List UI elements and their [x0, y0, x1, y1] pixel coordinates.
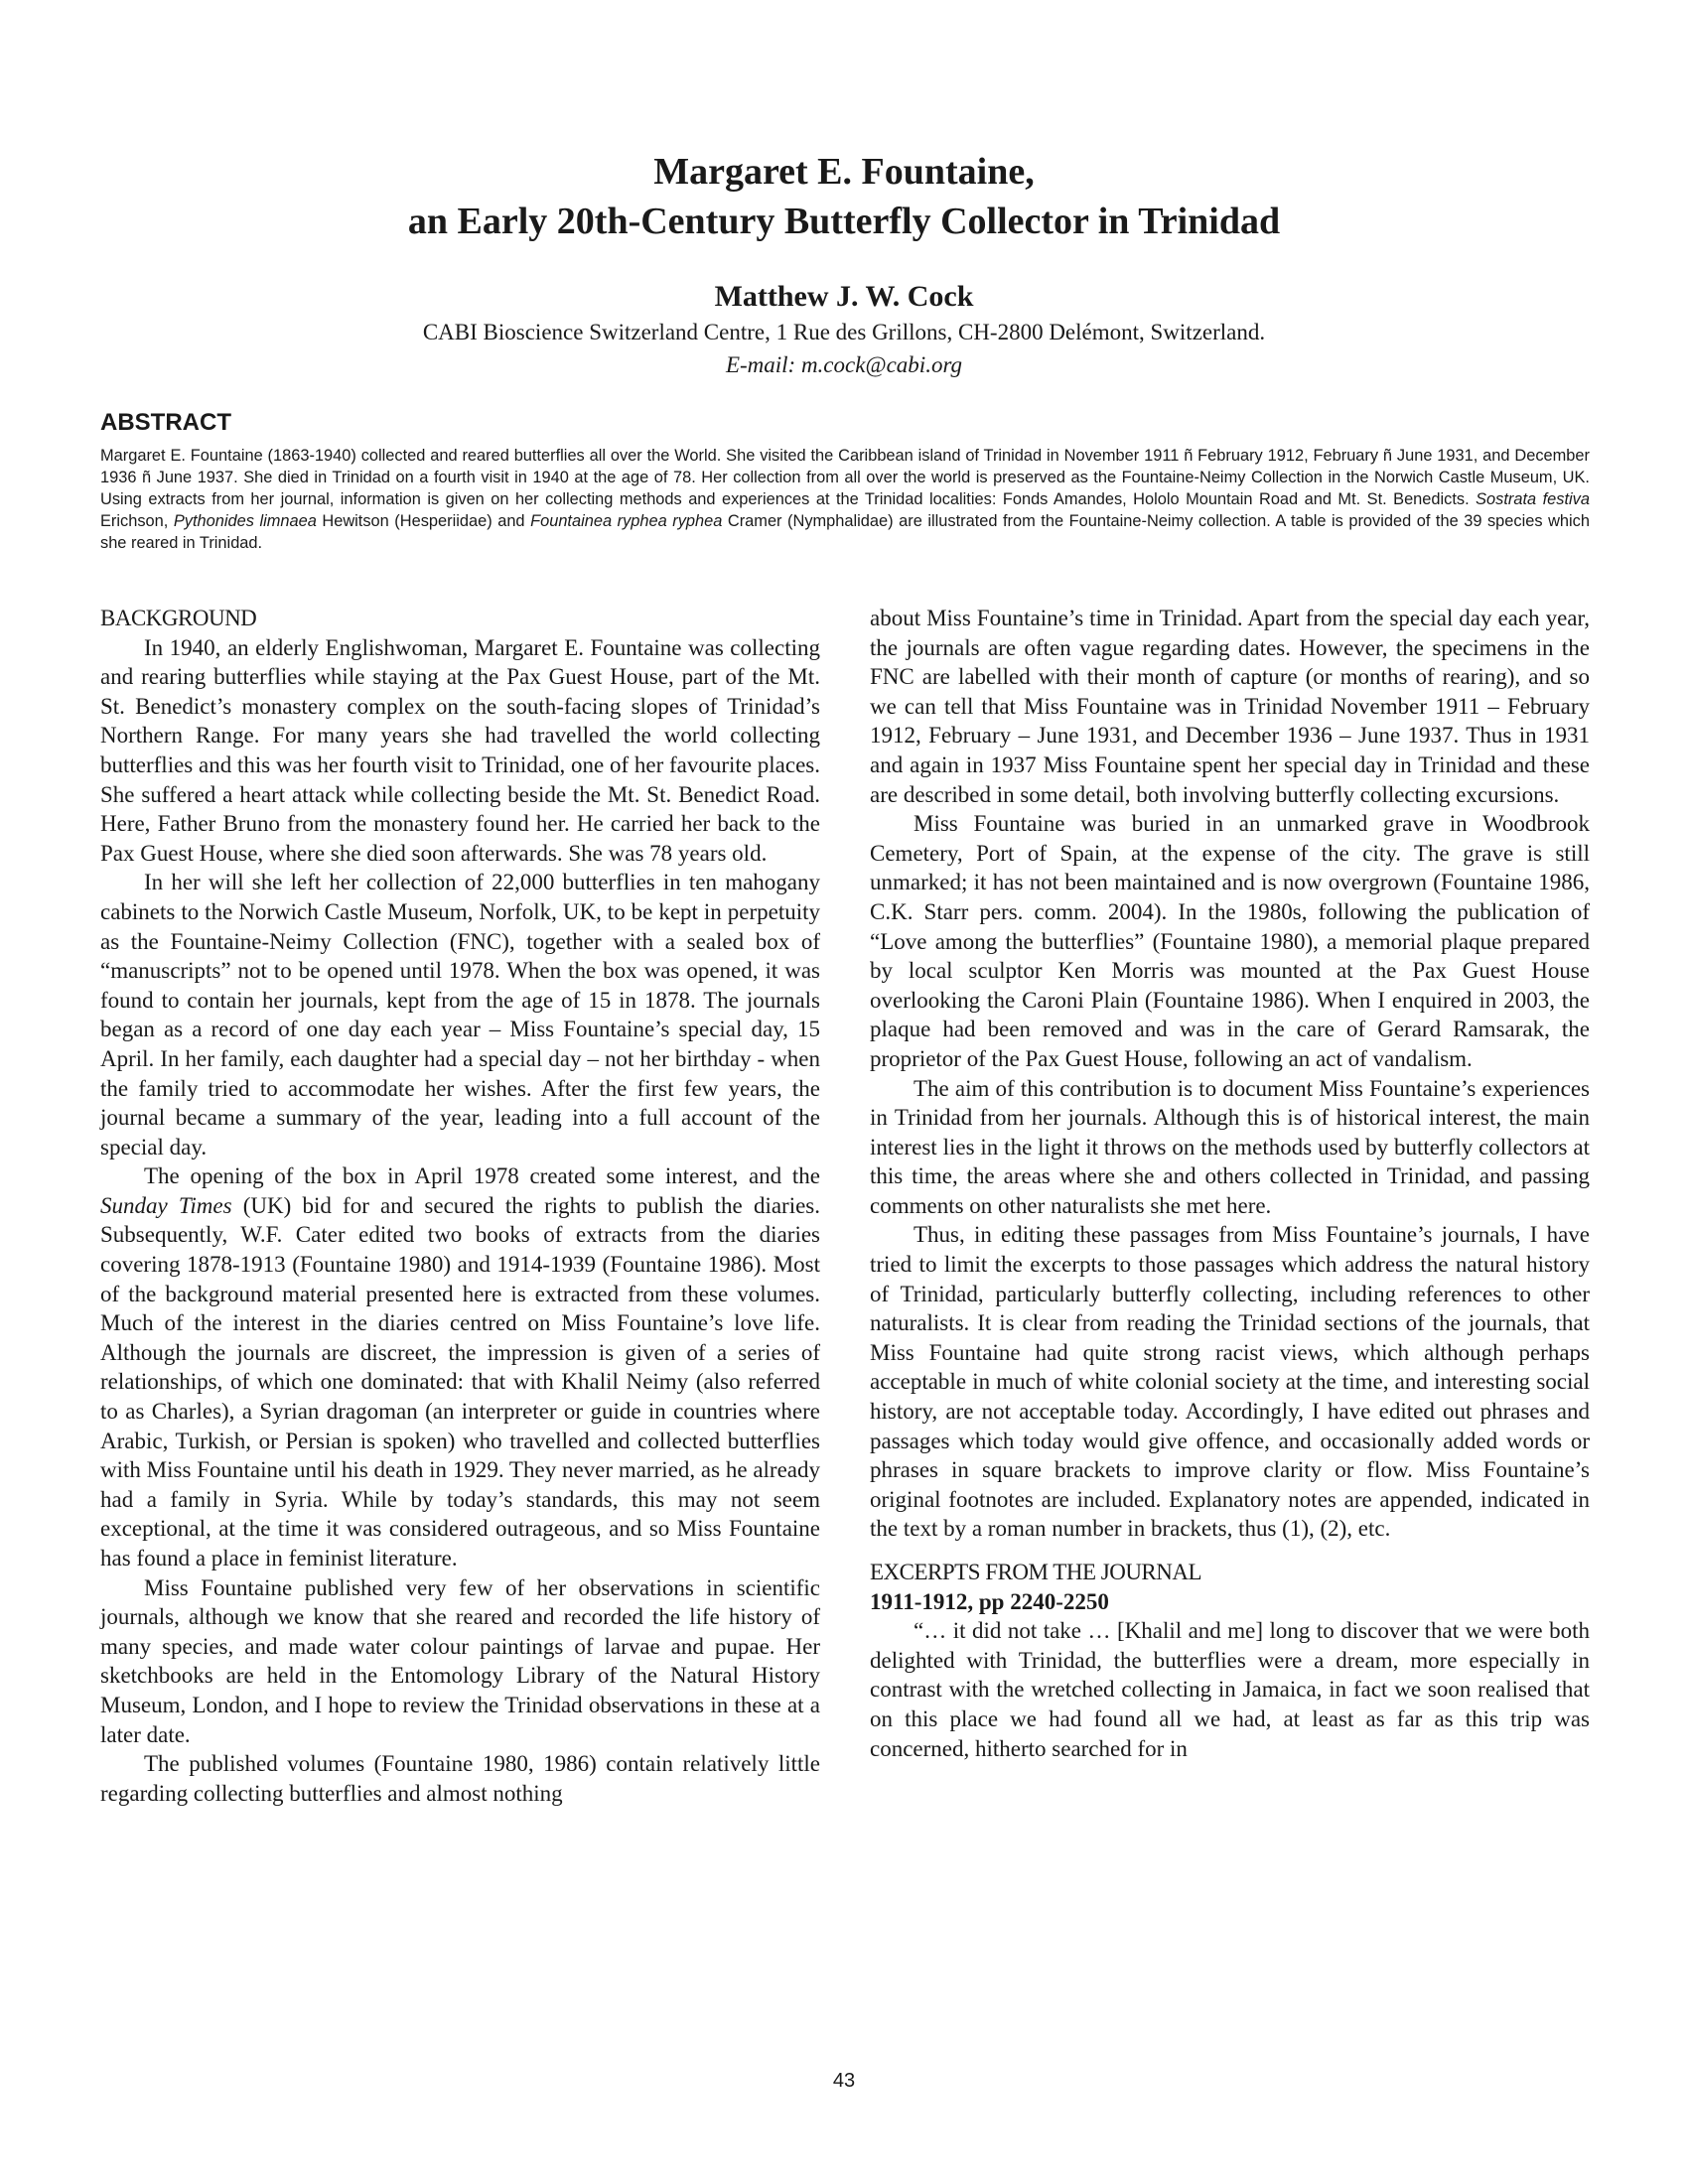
paragraph-text: The opening of the box in April 1978 created some interest, and the: [144, 1163, 820, 1189]
paragraph: Thus, in editing these passages from Miss Fountaine’s journals, I have tried to limit the excerpts to those passages which address the natural history of Trinidad, particularly butterfly collecting, including references to other naturalists. It is clear from reading the Trinidad sections of the journals, that Miss Fountaine had quite strong racist views, which although perhaps acceptable in much of white colonial society at the time, and interesting social history, are not acceptable today. Accordingly, I have edited out phrases and passages which today would give offence, and occasionally added words or phrases in square brackets to improve clarity or flow. Miss Fountaine’s original footnotes are included. Explanatory notes are appended, indicated in the text by a roman number in brackets, thus (1), (2), etc.: [870, 1222, 1590, 1542]
section-heading-excerpts: EXCERPTS FROM THE JOURNAL: [870, 1560, 1202, 1584]
abstract-text: [100, 445, 1590, 554]
section-gap: [870, 1544, 1590, 1558]
paragraph: about Miss Fountaine’s time in Trinidad. Apart from the special day each year, the journals are often vague regarding dates. However, the specimens in the FNC are labelled with their month of capture (or months of rearing), and so we can tell that Miss Fountaine was in Trinidad November 1911 – February 1912, February – June 1931, and December 1936 – June 1937. Thus in 1931 and again in 1937 Miss Fountaine spent her special day in Trinidad and these are described in some detail, both involving butterfly collecting excursions.: [870, 606, 1590, 807]
page-number: 43: [832, 2070, 856, 2092]
abstract-species: Sostrata festiva: [1476, 490, 1590, 508]
paragraph: Miss Fountaine published very few of her observations in scientific journals, although we know that she reared and recorded the life history of many species, and made water colour paintings of larvae and pupae. Her sketchbooks are held in the Entomology Library of the Natural History Museum, London, and I hope to review the Trinidad observations in these at a later date.: [100, 1574, 820, 1747]
paragraph: The published volumes (Fountaine 1980, 1986) contain relatively little regarding collecting butterflies and almost nothing: [100, 1751, 820, 1806]
abstract-text-part: Margaret E. Fountaine (1863-1940) collected and reared butterflies all over the World. She visited the Caribbean island of Trinidad in November 1911 ñ February 1912, February ñ June 1931, and December 1936 ñ June 1937. She died in Trinidad on a fourth visit in 1940 at the age of 78. Her collection from all over the world is preserved as the Fountaine-Neimy Collection in the Norwich Castle Museum, UK. Using extracts from her journal, information is given on her collecting methods and experiences at the Trinidad localities: Fonds Amandes, Hololo Mountain Road and Mt. St. Benedicts.: [100, 447, 1590, 508]
paragraph: In 1940, an elderly Englishwoman, Margaret E. Fountaine was collecting and rearing butterflies while staying at the Pax Guest House, part of the Mt. St. Benedict’s monastery complex on the south-facing slopes of Trinidad’s Northern Range. For many years she had travelled the world collecting butterflies and this was her fourth visit to Trinidad, one of her favourite places. She suffered a heart attack while collecting beside the Mt. St. Benedict Road. Here, Father Bruno from the monastery found her. He carried her back to the Pax Guest House, where she died soon afterwards. She was 78 years old.: [100, 634, 820, 866]
right-column: [870, 604, 1590, 1763]
abstract-heading: ABSTRACT: [100, 409, 231, 436]
paragraph-text: (UK) bid for and secured the rights to publish the diaries. Subsequently, W.F. Cater edited two books of extracts from the diaries covering 1878-1913 (Fountaine 1980) and 1914-1939 (Fountaine 1986). Most of the background material presented here is extracted from these volumes. Much of the interest in the diaries centred on Miss Fountaine’s love life. Although the journals are discreet, the impression is given of a series of relationships, of which one dominated: that with Khalil Neimy (also referred to as Charles), a Syrian dragoman (an interpreter or guide in countries where Arabic, Turkish, or Persian is spoken) who travelled and collected butterflies with Miss Fountaine until his death in 1929. They never married, as he already had a family in Syria. While by today’s standards, this may not seem exceptional, at the time it was considered outrageous, and so Miss Fountaine has found a place in feminist literature.: [100, 1192, 820, 1570]
section-subheading: 1911-1912, pp 2240-2250: [870, 1588, 1109, 1614]
paragraph: In her will she left her collection of 22,000 butterflies in ten mahogany cabinets to the Norwich Castle Museum, Norfolk, UK, to be kept in perpetuity as the Fountaine-Neimy Collection (FNC), together with a sealed box of “manuscripts” not to be opened until 1978. When the box was opened, it was found to contain her journals, kept from the age of 15 in 1878. The journals began as a record of one day each year – Miss Fountaine’s special day, 15 April. In her family, each daughter had a special day – not her birthday - when the family tried to accommodate her wishes. After the first few years, the journal became a summary of the year, leading into a full account of the special day.: [100, 870, 820, 1160]
section-heading-background: BACKGROUND: [100, 606, 257, 630]
abstract-text-part: Hewitson (Hesperiidae) and: [316, 512, 531, 530]
author-affiliation: CABI Bioscience Switzerland Centre, 1 Rue des Grillons, CH-2800 Delémont, Switzerland.: [422, 320, 1266, 344]
abstract-species: Pythonides limnaea: [173, 512, 317, 530]
left-column: [100, 604, 820, 1808]
publication-name: Sunday Times: [100, 1192, 232, 1218]
abstract-text-part: Erichson,: [100, 512, 174, 530]
paragraph: “… it did not take … [Khalil and me] long to discover that we were both delighted with Trinidad, the butterflies were a dream, more especially in contrast with the wretched collecting in Jamaica, in fact we soon realised that on this place we had found all we had, at least as far as this trip was concerned, hitherto searched for in: [870, 1618, 1590, 1761]
title-line-1: Margaret E. Fountaine,: [653, 151, 1035, 193]
abstract-species: Fountainea ryphea ryphea: [530, 512, 723, 530]
paragraph: [100, 1161, 820, 1572]
author-email: E-mail: m.cock@cabi.org: [725, 352, 963, 377]
author-name: Matthew J. W. Cock: [714, 280, 974, 313]
abstract-text-part: Cramer (Nymphalidae) are illustrated from the Fountaine-Neimy collection. A table is provided of the 39 species which she reared in Trinidad.: [100, 512, 1590, 552]
paragraph: Miss Fountaine was buried in an unmarked grave in Woodbrook Cemetery, Port of Spain, at the expense of the city. The grave is still unmarked; it has not been maintained and is now overgrown (Fountaine 1986, C.K. Starr pers. comm. 2004). In the 1980s, following the publication of “Love among the butterflies” (Fountaine 1980), a memorial plaque prepared by local sculptor Ken Morris was mounted at the Pax Guest House overlooking the Caroni Plain (Fountaine 1986). When I enquired in 2003, the plaque had been removed and was in the care of Gerard Ramsarak, the proprietor of the Pax Guest House, following an act of vandalism.: [870, 811, 1590, 1071]
title-line-2: an Early 20th-Century Butterfly Collector in Trinidad: [407, 201, 1281, 242]
paper-title: [0, 147, 1688, 246]
paragraph: The aim of this contribution is to document Miss Fountaine’s experiences in Trinidad from her journals. Although this is of historical interest, the main interest lies in the light it throws on the methods used by butterfly collectors at this time, the areas where she and others collected in Trinidad, and passing comments on other naturalists she met here.: [870, 1075, 1590, 1218]
